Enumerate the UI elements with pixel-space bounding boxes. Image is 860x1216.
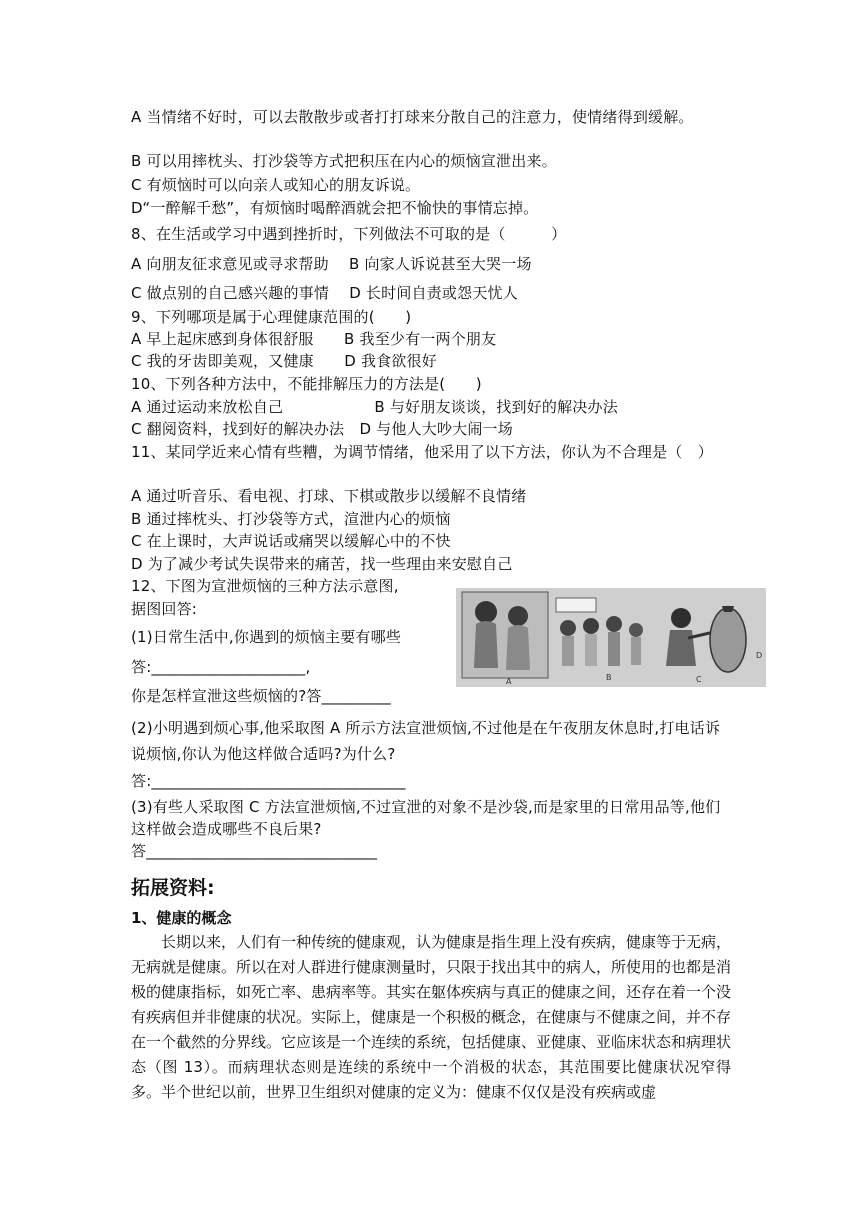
question-12-part1-followup: 你是怎样宣泄这些烦恼的?答_________ [131, 687, 391, 705]
option-8cd: C 做点别的自己感兴趣的事情 D 长时间自责或怨天忧人 [131, 284, 518, 302]
question-12-part3: (3)有些人采取图 C 方法宣泄烦恼,不过宣泄的对象不是沙袋,而是家里的日常用品等,他们这样做会造成哪些不良后果? [131, 798, 721, 838]
question-12-part2: (2)小明遇到烦心事,他采取图 A 所示方法宣泄烦恼,不过他是在午夜朋友休息时,打电话诉说烦恼,你认为他这样做合适吗?为什么? [131, 719, 721, 763]
question-12-part1: (1)日常生活中,你遇到的烦恼主要有哪些 [131, 628, 402, 646]
option-10ab: A 通过运动来放松自己 B 与好朋友谈谈，找到好的解决办法 [131, 398, 618, 416]
question-8: 8、在生活或学习中遇到挫折时，下列做法不可取的是（ ） [131, 225, 567, 243]
option-7b: B 可以用摔枕头、打沙袋等方式把积压在内心的烦恼宣泄出来。 [131, 152, 557, 170]
question-12: 12、下图为宣泄烦恼的三种方法示意图, [131, 577, 399, 595]
option-10cd: C 翻阅资料，找到好的解决办法 D 与他人大吵大闹一场 [131, 420, 513, 438]
figure-label-b: B [606, 673, 612, 682]
option-7a: A 当情绪不好时，可以去散散步或者打打球来分散自己的注意力，使情绪得到缓解。 [131, 108, 694, 126]
option-9cd: C 我的牙齿即美观，又健康 D 我食欲很好 [131, 352, 437, 370]
option-9ab: A 早上起床感到身体很舒服 B 我至少有一两个朋友 [131, 330, 497, 348]
answer-blank-1: 答:____________________, [131, 658, 311, 676]
extension-heading: 拓展资料: [131, 877, 215, 899]
option-11b: B 通过摔枕头、打沙袋等方式，渲泄内心的烦恼 [131, 510, 451, 528]
extension-subheading: 1、健康的概念 [131, 909, 232, 927]
option-11a: A 通过听音乐、看电视、打球、下棋或散步以缓解不良情绪 [131, 487, 527, 505]
figure-label-a: A [506, 677, 512, 686]
figure-label-c: C [696, 675, 702, 684]
option-8ab: A 向朋友征求意见或寻求帮助 B 向家人诉说甚至大哭一场 [131, 255, 532, 273]
question-9: 9、下列哪项是属于心理健康范围的( ) [131, 308, 412, 326]
answer-blank-2: 答:_________________________________ [131, 772, 406, 790]
question-10: 10、下列各种方法中，不能排解压力的方法是( ) [131, 375, 482, 393]
figure-illustration [456, 588, 766, 687]
health-concept-paragraph: 长期以来，人们有一种传统的健康观，认为健康是指生理上没有疾病，健康等于无病，无病就是健康。所以在对人群进行健康测量时，只限于找出其中的病人，所使用的也都是消极的健康指标，如死亡率、患病率等。其实在躯体疾病与真正的健康之间，还存在着一个没有疾病但并非健康的状况。实际上，健康是一个积极的概念，在健康与不健康之间，并不存在一个截然的分界线。它应该是一个连续的系统，包括健康、亚健康、亚临床状态和病理状态（图 13）。而病理状态则是连续的系统中一个消极的状态，其范围要比健康状况窄得多。 [131, 933, 732, 1101]
option-7d: D“一醉解千愁”，有烦恼时喝醉酒就会把不愉快的事情忘掉。 [131, 199, 539, 217]
question-12-instruction: 据图回答: [131, 600, 198, 618]
question-11: 11、某同学近来心情有些糟，为调节情绪，他采用了以下方法，你认为不合理是（ ） [131, 443, 713, 461]
option-11d: D 为了减少考试失误带来的痛苦，找一些理由来安慰自己 [131, 555, 513, 573]
venting-methods-figure [456, 588, 766, 687]
who-definition-paragraph: 半个世纪以前，世界卫生组织对健康的定义为：健康不仅仅是没有疾病或虚 [161, 1083, 657, 1101]
figure-label-d: D [756, 651, 763, 660]
option-11c: C 在上课时，大声说话或痛哭以缓解心中的不快 [131, 532, 451, 550]
answer-blank-3: 答______________________________ [131, 842, 378, 860]
option-7c: C 有烦恼时可以向亲人或知心的朋友诉说。 [131, 176, 421, 194]
